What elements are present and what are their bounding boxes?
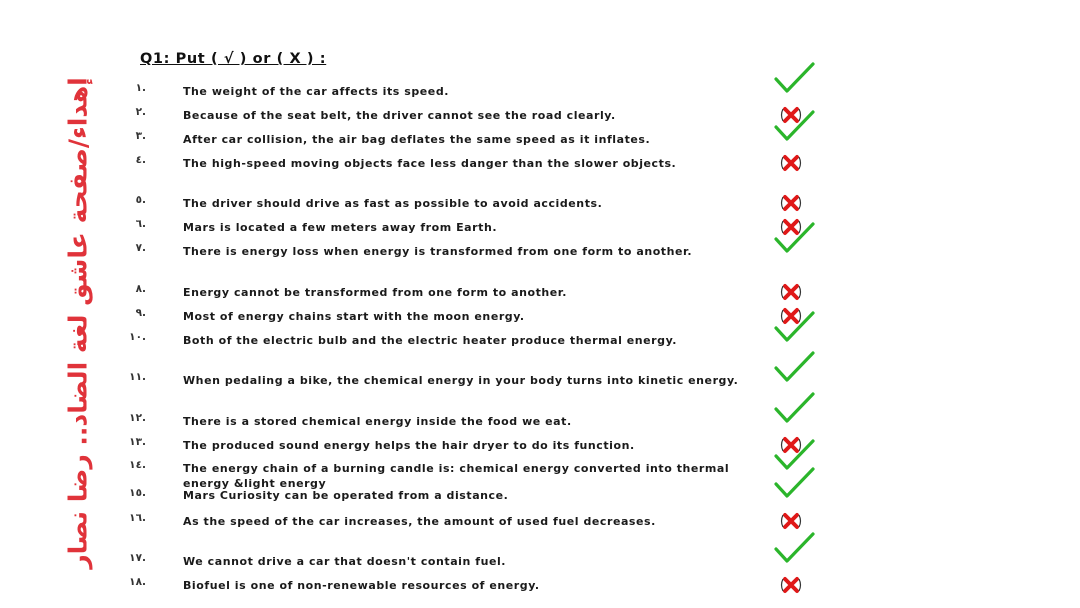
check-mark-icon [772,465,816,501]
item-number: .١٢ [129,412,146,424]
item-number: .٦ [135,218,146,230]
statement-text: We cannot drive a car that doesn't contain fuel. [183,555,507,568]
statement-text: Biofuel is one of non-renewable resources of energy. [183,579,540,592]
item-number: .١٣ [129,436,146,448]
statement-text: Mars is located a few meters away from Earth. [183,221,498,234]
cross-mark-icon [780,574,802,596]
statement-text: There is a stored chemical energy inside the food we eat. [183,415,572,428]
check-mark-icon [772,390,816,426]
item-number: .١٨ [129,576,146,588]
item-number: .١١ [129,371,146,383]
statement-text: The energy chain of a burning candle is: chemical energy converted into thermal energy &light energy [183,462,730,490]
item-number: .٧ [135,242,146,254]
statement-text: As the speed of the car increases, the amount of used fuel decreases. [183,515,656,528]
item-number: .٢ [135,106,146,118]
statement-text: After car collision, the air bag deflates the same speed as it inflates. [183,133,651,146]
item-number: .٣ [135,130,146,142]
item-number: .٩ [135,307,146,319]
statement-text: Both of the electric bulb and the electric heater produce thermal energy. [183,334,678,347]
cross-mark-icon [780,281,802,303]
question-title: Q1: Put ( √ ) or ( X ) : [140,51,327,67]
statement-text: The produced sound energy helps the hair dryer to do its function. [183,439,635,452]
check-mark-icon [772,530,816,566]
statement-text: Energy cannot be transformed from one form to another. [183,286,567,299]
item-number: .١٠ [129,331,146,343]
cross-mark-icon [780,510,802,532]
statement-text: Because of the seat belt, the driver cannot see the road clearly. [183,109,616,122]
item-number: .١٥ [129,487,146,499]
item-number: .٥ [135,194,146,206]
watermark-text: إهداء/صفحة عاشق لغة الضاد.. رضا نصار [63,77,93,569]
statement-text: There is energy loss when energy is transformed from one form to another. [183,245,693,258]
check-mark-icon [772,309,816,345]
item-number: .١٦ [129,512,146,524]
statement-text: The driver should drive as fast as possible to avoid accidents. [183,197,603,210]
cross-mark-icon [780,192,802,214]
statement-text: Most of energy chains start with the moon energy. [183,310,525,323]
check-mark-icon [772,349,816,385]
statement-text: When pedaling a bike, the chemical energy in your body turns into kinetic energy. [183,374,739,387]
check-mark-icon [772,108,816,144]
item-number: .١٧ [129,552,146,564]
item-number: .١ [135,82,146,94]
statement-text: The weight of the car affects its speed. [183,85,449,98]
watermark-vertical [58,77,98,569]
item-number: .١٤ [129,459,146,471]
cross-mark-icon [780,152,802,174]
check-mark-icon [772,60,816,96]
check-mark-icon [772,220,816,256]
statement-text: Mars Curiosity can be operated from a distance. [183,489,509,502]
item-number: .٨ [135,283,146,295]
item-number: .٤ [135,154,146,166]
statement-text: The high-speed moving objects face less danger than the slower objects. [183,157,677,170]
